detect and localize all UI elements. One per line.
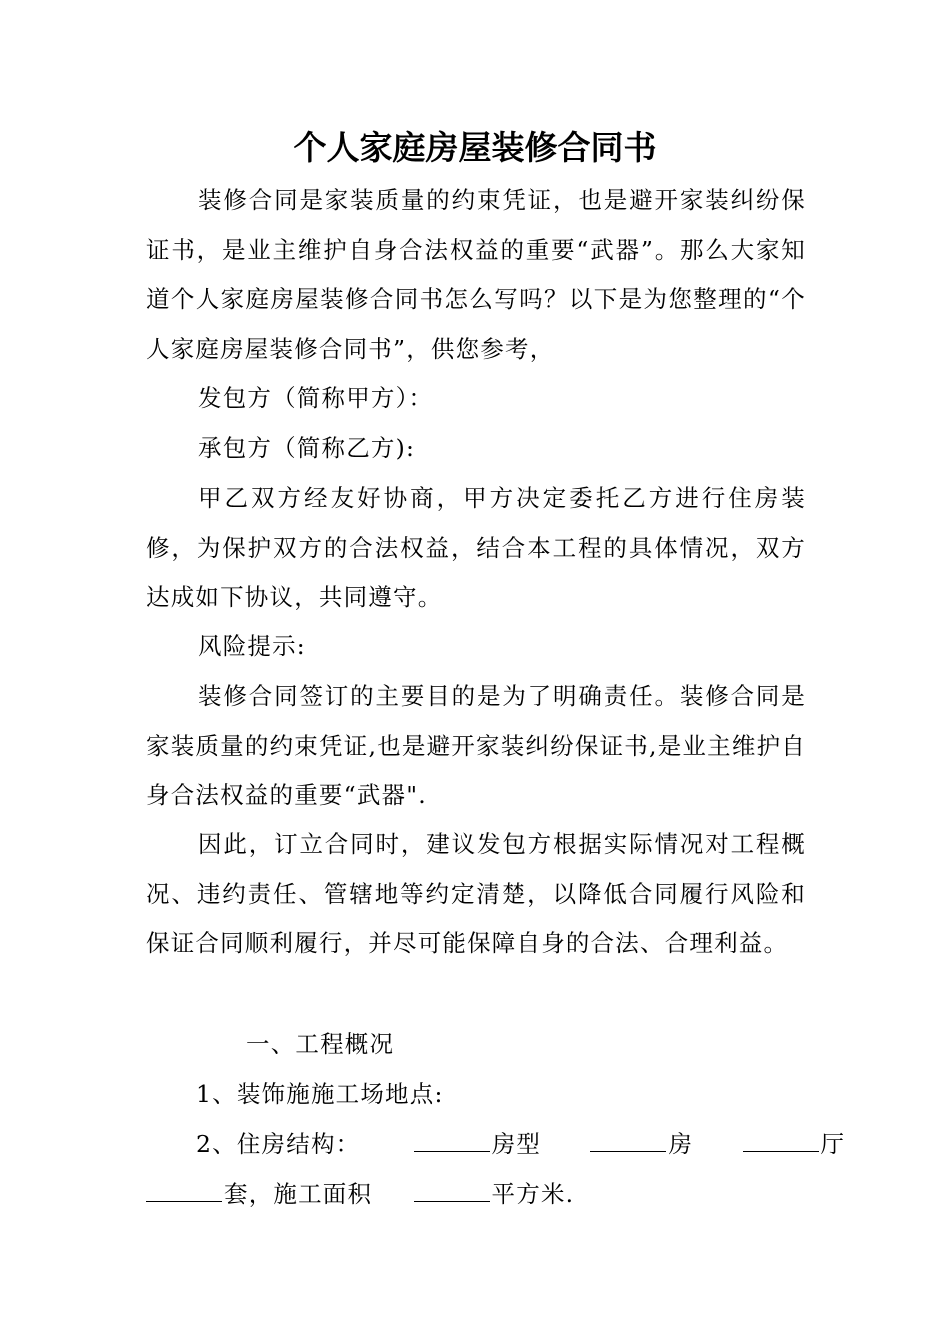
item-2-line bbox=[196, 1120, 846, 1170]
intro-paragraph: 装修合同是家装质量的约束凭证，也是避开家装纠纷保证书，是业主维护自身合法权益的重要“武器”。那么大家知道个人家庭房屋装修合同书怎么写吗？以下是为您整理的“个人家庭房屋装修合同书”，供您参考， bbox=[146, 186, 806, 363]
party-b-line: 承包方（简称乙方): bbox=[198, 434, 416, 462]
item-2-continuation bbox=[146, 1170, 574, 1220]
item-1-line: 1、装饰施施工场地点: bbox=[196, 1080, 444, 1108]
risk-paragraph-2: 因此，订立合同时，建议发包方根据实际情况对工程概况、违约责任、管辖地等约定清楚，以降低合同履行风险和保证合同顺利履行，并尽可能保障自身的合法、合理利益。 bbox=[146, 830, 806, 957]
section-1-heading: 一、工程概况 bbox=[246, 1030, 395, 1058]
blank-field bbox=[414, 1129, 490, 1152]
risk-heading: 风险提示: bbox=[198, 632, 306, 660]
party-a-line: 发包方（简称甲方）： bbox=[198, 384, 434, 412]
blank-field bbox=[743, 1129, 819, 1152]
blank-field bbox=[146, 1179, 222, 1202]
unit-label: 房 bbox=[668, 1130, 694, 1158]
blank-field bbox=[590, 1129, 666, 1152]
unit-label: 房型 bbox=[491, 1130, 542, 1158]
unit-label: 套，施工面积 bbox=[224, 1180, 373, 1208]
risk-paragraph-1: 装修合同签订的主要目的是为了明确责任。装修合同是家装质量的约束凭证,也是避开家装纠纷保证书,是业主维护自身合法权益的重要“武器". bbox=[146, 682, 806, 809]
document-title: 个人家庭房屋装修合同书 bbox=[293, 128, 657, 167]
unit-label: 厅 bbox=[820, 1130, 846, 1158]
blank-field bbox=[414, 1179, 490, 1202]
item-2-label: 2、住房结构： bbox=[196, 1130, 361, 1158]
unit-label: 平方米. bbox=[491, 1180, 575, 1208]
agreement-paragraph: 甲乙双方经友好协商，甲方决定委托乙方进行住房装修，为保护双方的合法权益，结合本工程的具体情况，双方达成如下协议，共同遵守。 bbox=[146, 484, 806, 611]
